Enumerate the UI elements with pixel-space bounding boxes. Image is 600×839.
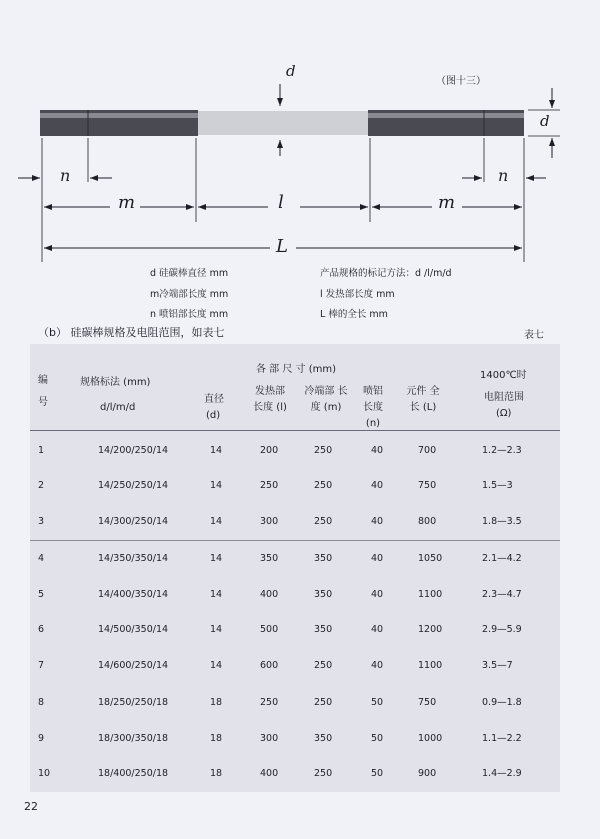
dim-l: l [278,192,284,213]
table-cell-d: 14 [210,589,223,600]
table-cell-d: 14 [210,480,223,491]
section-title: （b） 硅碳棒规格及电阻范围，如表七 [38,326,225,339]
table-cell-m: 250 [314,480,333,491]
table-cell-m: 350 [314,553,333,564]
legend-m: m冷端部长度 mm [150,289,229,300]
legend-d: d 硅碳棒直径 mm [150,268,229,279]
table-cell-m: 350 [314,624,333,635]
table-cell-n: 50 [371,697,384,708]
table-cell-m: 350 [314,589,333,600]
table-cell-L: 800 [418,516,437,527]
table-cell-no: 10 [38,768,51,779]
header-cold-length: 冷端部 长度 (m) [304,386,348,413]
table-cell-n: 40 [371,553,384,564]
rod-dimension-diagram [0,0,600,320]
table-cell-l: 500 [260,624,279,635]
table-cell-r: 0.9—1.8 [482,697,522,708]
table-cell-no: 4 [38,553,45,564]
table-cell-no: 2 [38,480,45,491]
table-cell-L: 1100 [418,589,443,600]
table-cell-d: 14 [210,660,223,671]
table-cell-spec: 18/250/250/18 [98,697,169,708]
table-cell-n: 40 [371,589,384,600]
table-cell-n: 40 [371,445,384,456]
table-cell-L: 900 [418,768,437,779]
table-cell-l: 400 [260,768,279,779]
legend-n: n 喷铝部长度 mm [150,309,229,320]
table-cell-n: 40 [371,516,384,527]
table-cell-L: 750 [418,697,437,708]
table-cell-d: 18 [210,768,223,779]
table-cell-r: 1.2—2.3 [482,445,522,456]
header-resist-unit: (Ω) [496,408,512,419]
header-resist: 电阻范围 [484,392,524,403]
legend-format: 产品规格的标记方法：d /l/m/d [320,268,452,279]
table-cell-n: 40 [371,660,384,671]
table-cell-d: 18 [210,697,223,708]
table-cell-L: 1050 [418,553,443,564]
table-cell-n: 40 [371,480,384,491]
table-cell-m: 250 [314,768,333,779]
table-cell-l: 300 [260,516,279,527]
page-number: 22 [24,800,38,813]
table-cell-spec: 14/200/250/14 [98,445,169,456]
table-cell-spec: 14/400/350/14 [98,589,169,600]
header-dims-group: 各 部 尺 寸 (mm) [256,364,336,375]
table-cell-spec: 18/300/350/18 [98,733,169,744]
table-label: 表七 [524,330,544,341]
table-cell-m: 250 [314,697,333,708]
table-cell-l: 200 [260,445,279,456]
dim-m-right: m [438,192,456,213]
legend-l: l 发热部长度 mm [320,289,395,300]
table-cell-r: 3.5—7 [482,660,513,671]
table-cell-r: 1.8—3.5 [482,516,522,527]
header-diameter: 直径 [204,394,224,405]
table-cell-r: 2.1—4.2 [482,553,522,564]
dim-d-top: d [286,62,296,80]
table-cell-spec: 14/250/250/14 [98,480,169,491]
table-cell-l: 250 [260,697,279,708]
table-cell-d: 18 [210,733,223,744]
table-cell-r: 1.1—2.2 [482,733,522,744]
table-cell-m: 250 [314,516,333,527]
header-no: 编 号 [38,375,48,408]
header-spec: 规格标法 (mm) [80,377,151,388]
table-cell-r: 1.5—3 [482,480,513,491]
dim-m-left: m [118,192,136,213]
table-cell-spec: 14/500/350/14 [98,624,169,635]
table-cell-no: 5 [38,589,45,600]
header-hot-length: 发热部 长度 (l) [253,386,287,413]
table-cell-L: 700 [418,445,437,456]
dim-d-right: d [540,112,550,130]
table-cell-m: 250 [314,445,333,456]
table-cell-n: 50 [371,733,384,744]
table-cell-spec: 14/350/350/14 [98,553,169,564]
table-cell-no: 1 [38,445,45,456]
table-cell-L: 1200 [418,624,443,635]
header-resist-top: 1400℃时 [480,370,527,381]
header-spray-length: 喷铝 长度 (n) [363,386,383,429]
header-total-length: 元件 全长 (L) [406,386,440,413]
table-cell-d: 14 [210,553,223,564]
header-spec-sub: d/l/m/d [100,402,136,413]
table-cell-l: 250 [260,480,279,491]
table-cell-no: 3 [38,516,45,527]
table-cell-L: 750 [418,480,437,491]
table-cell-l: 400 [260,589,279,600]
legend-L: L 棒的全长 mm [320,309,388,320]
table-cell-spec: 14/300/250/14 [98,516,169,527]
table-cell-d: 14 [210,516,223,527]
table-cell-d: 14 [210,445,223,456]
table-cell-no: 8 [38,697,45,708]
header-divider [30,430,560,431]
dim-L: L [276,236,288,257]
figure-label: （图十三） [436,76,486,87]
table-cell-spec: 18/400/250/18 [98,768,169,779]
header-diameter-sub: (d) [206,410,221,421]
table-cell-r: 1.4—2.9 [482,768,522,779]
table-cell-spec: 14/600/250/14 [98,660,169,671]
table-cell-l: 350 [260,553,279,564]
table-cell-m: 350 [314,733,333,744]
dim-n-left: n [60,166,71,185]
table-cell-L: 1100 [418,660,443,671]
table-cell-r: 2.3—4.7 [482,589,522,600]
table-cell-no: 6 [38,624,45,635]
table-cell-l: 600 [260,660,279,671]
table-cell-n: 50 [371,768,384,779]
table-cell-no: 7 [38,660,45,671]
table-cell-L: 1000 [418,733,443,744]
table-cell-r: 2.9—5.9 [482,624,522,635]
table-cell-d: 14 [210,624,223,635]
dim-n-right: n [498,166,509,185]
table-cell-m: 250 [314,660,333,671]
table-cell-no: 9 [38,733,45,744]
group-divider [30,540,560,541]
rod-hot-zone [198,111,368,135]
table-cell-n: 40 [371,624,384,635]
table-cell-l: 300 [260,733,279,744]
